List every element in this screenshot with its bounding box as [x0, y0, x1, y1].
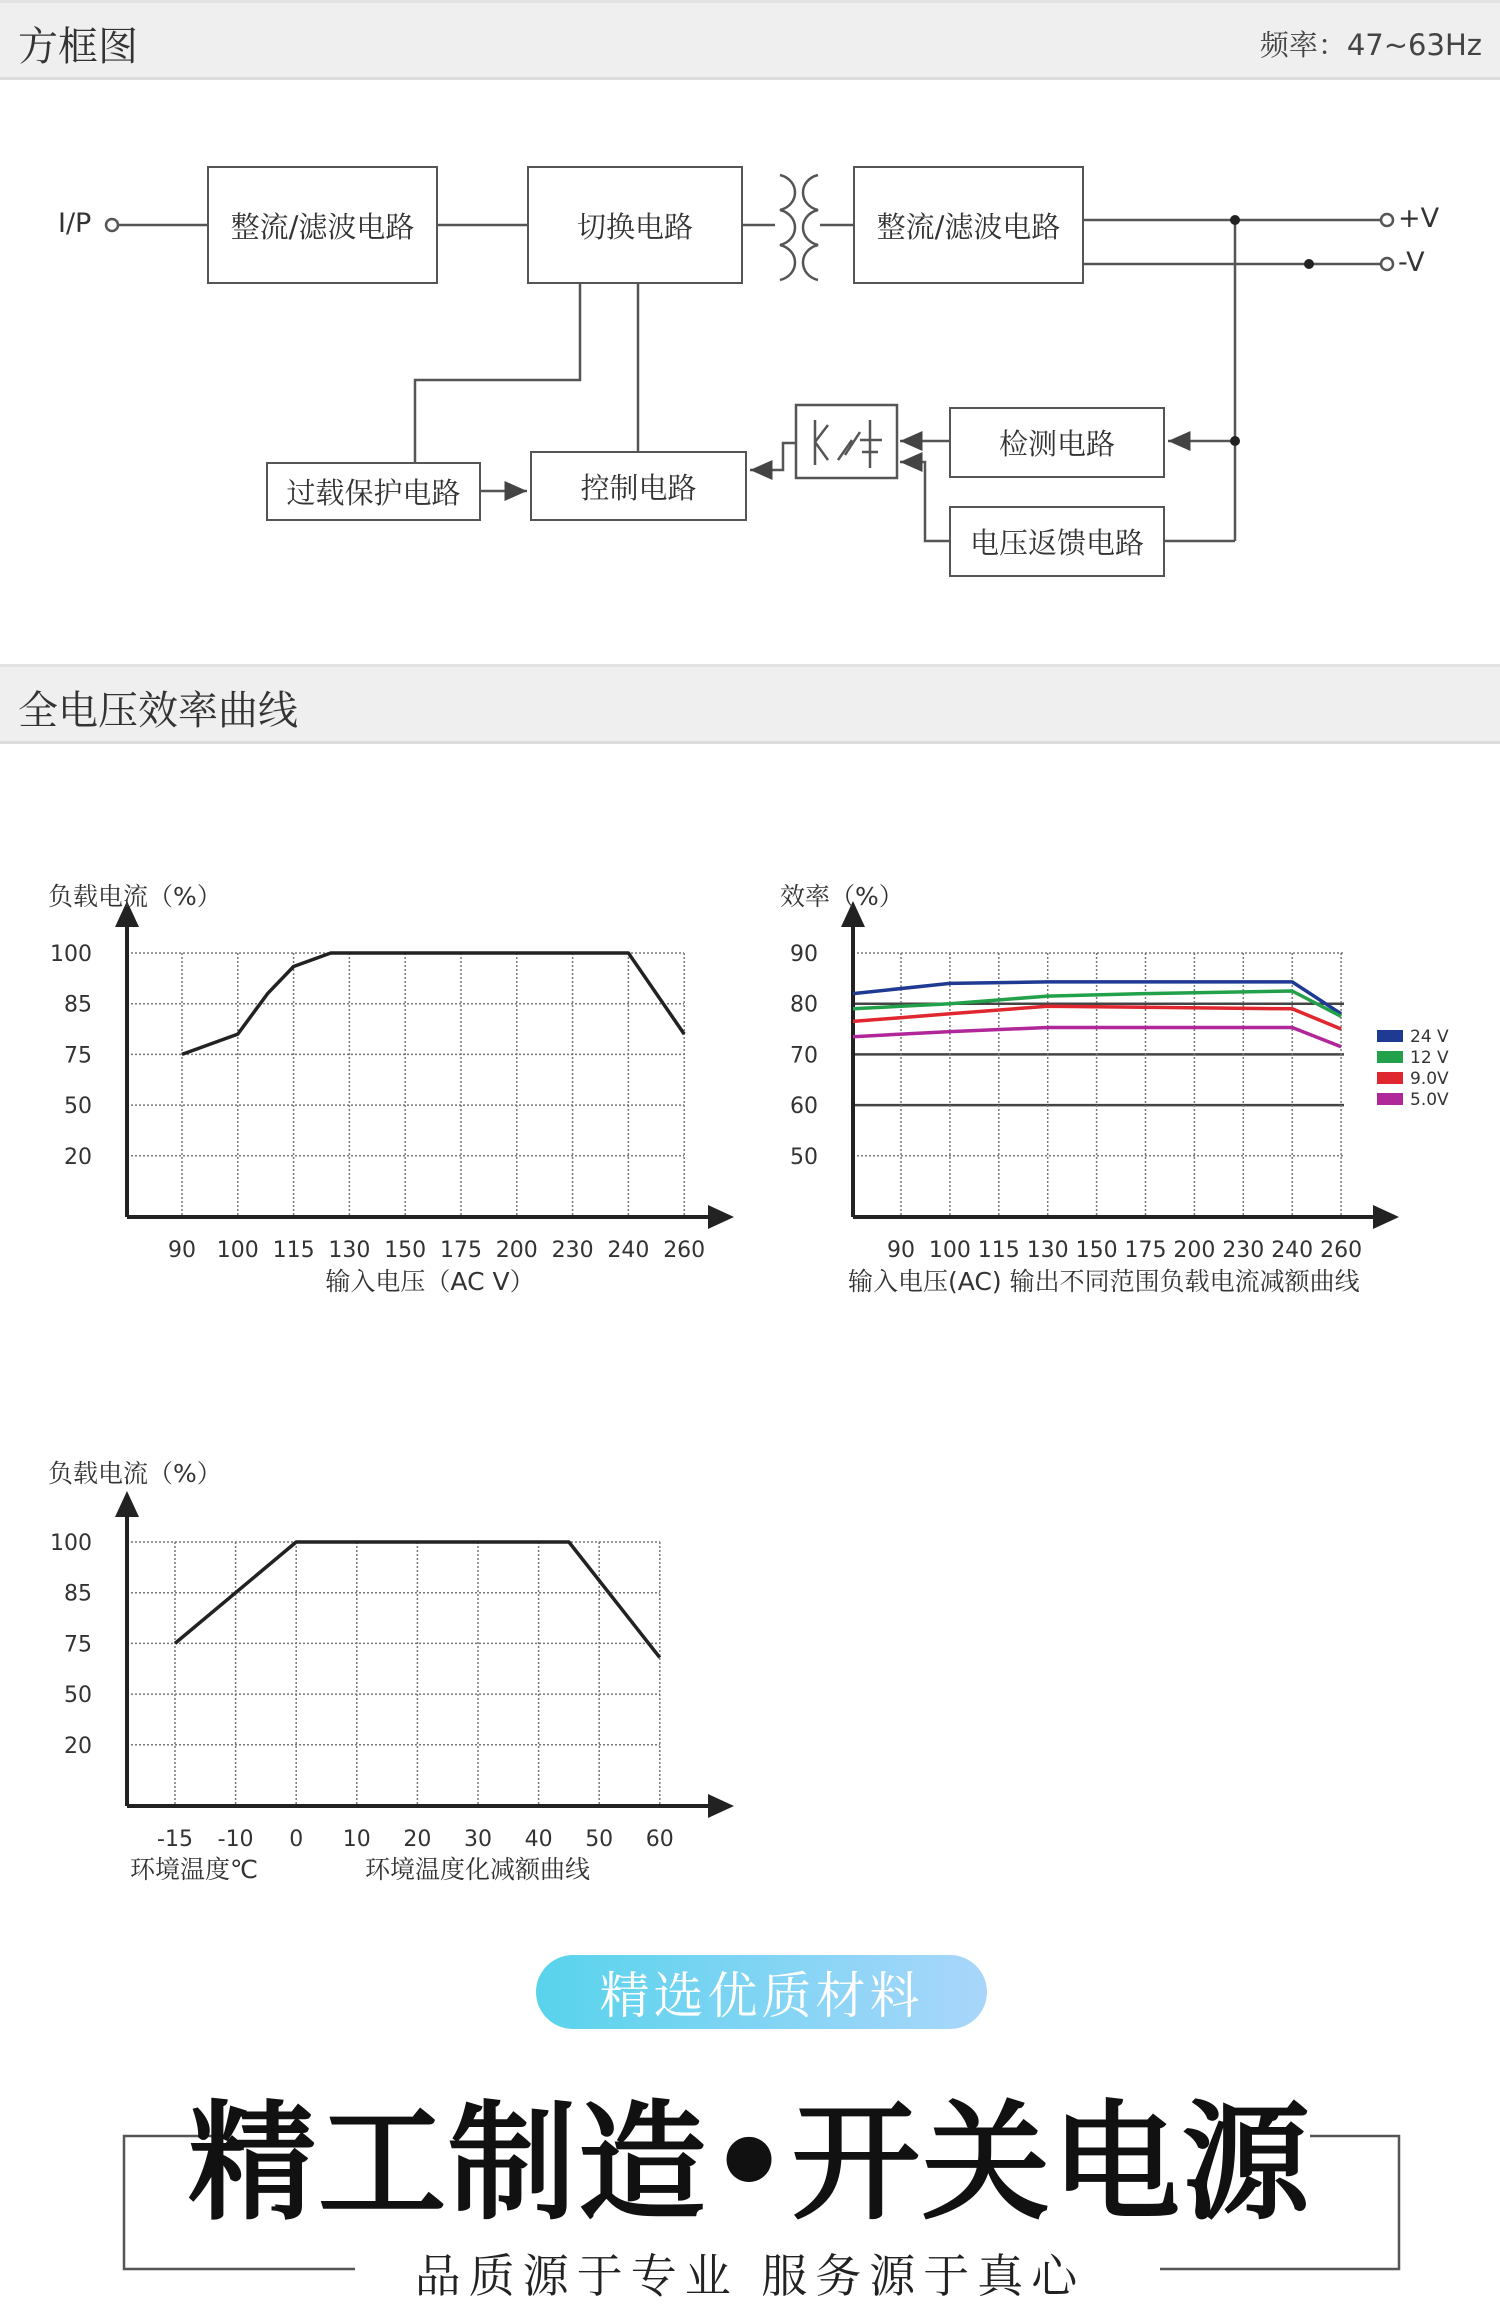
frequency-label: 频率：47~63Hz	[1259, 28, 1482, 62]
x-tick-label: 20	[403, 1827, 432, 1852]
x-tick-label: 100	[928, 1238, 971, 1263]
x-tick-label: 175	[440, 1238, 482, 1263]
y-tick-label: 60	[790, 1094, 818, 1120]
x-tick-label: 30	[464, 1827, 492, 1852]
rectifier-filter-output-block: 整流/滤波电路	[853, 166, 1084, 284]
legend-swatch	[1377, 1030, 1403, 1042]
x-tick-label: 115	[977, 1238, 1020, 1263]
x-tick-label: 130	[1026, 1238, 1069, 1263]
y-tick-label: 20	[64, 1733, 92, 1759]
y-tick-label: 20	[64, 1144, 92, 1170]
x-tick-label: 260	[1320, 1238, 1363, 1263]
legend-label: 24 V	[1410, 1027, 1449, 1047]
detection-circuit-block: 检测电路	[949, 407, 1165, 478]
promo-pill: 精选优质材料	[536, 1955, 987, 2029]
slogan: 品质源于专业 服务源于真心	[414, 2249, 1086, 2303]
legend-swatch	[1377, 1072, 1403, 1084]
legend-swatch	[1377, 1051, 1403, 1063]
x-tick-label: 60	[645, 1827, 674, 1852]
x-axis-label: 输入电压（AC V）	[325, 1267, 535, 1296]
x-tick-label: -10	[217, 1827, 254, 1852]
chart-caption: 环境温度化减额曲线	[365, 1855, 591, 1884]
x-tick-label: 10	[342, 1827, 371, 1852]
input-label: I/P	[58, 208, 92, 239]
y-tick-label: 80	[790, 992, 818, 1018]
overload-protection-block: 过载保护电路	[266, 462, 481, 521]
x-tick-label: 230	[1222, 1238, 1265, 1263]
y-axis-arrow-icon	[115, 1491, 139, 1517]
x-tick-label: -15	[157, 1827, 193, 1852]
headline: 精工制造•开关电源	[188, 2089, 1312, 2238]
x-tick-label: 0	[289, 1827, 304, 1852]
y-tick-label: 50	[64, 1683, 92, 1709]
y-tick-label: 100	[50, 942, 92, 967]
x-tick-label: 200	[1173, 1238, 1216, 1263]
voltage-feedback-block: 电压返馈电路	[949, 506, 1165, 577]
y-tick-label: 70	[790, 1043, 818, 1069]
legend-label: 5.0V	[1410, 1090, 1449, 1110]
x-axis-arrow-icon	[708, 1205, 734, 1229]
x-tick-label: 175	[1124, 1238, 1167, 1263]
x-tick-label: 150	[384, 1238, 427, 1263]
output-negative-label: -V	[1398, 247, 1425, 278]
x-tick-label: 40	[524, 1827, 553, 1852]
x-tick-label: 240	[607, 1238, 650, 1263]
x-axis-arrow-icon	[708, 1794, 734, 1818]
x-tick-label: 100	[216, 1238, 259, 1263]
x-tick-label: 240	[1271, 1238, 1314, 1263]
chart-title: 效率（%）	[780, 882, 904, 911]
x-tick-label: 115	[272, 1238, 315, 1263]
chart-2	[780, 882, 1449, 1296]
x-axis-arrow-icon	[1373, 1205, 1399, 1229]
switching-circuit-block: 切换电路	[527, 166, 743, 284]
section-title: 全电压效率曲线	[18, 688, 298, 734]
x-axis-label: 环境温度℃	[130, 1855, 259, 1884]
y-tick-label: 100	[50, 1531, 92, 1556]
x-tick-label: 50	[585, 1827, 614, 1852]
x-tick-label: 130	[328, 1238, 371, 1263]
y-tick-label: 75	[64, 1632, 92, 1658]
section-title: 方框图	[18, 24, 138, 70]
chart-3	[48, 1459, 734, 1884]
x-tick-label: 260	[663, 1238, 706, 1263]
y-tick-label: 75	[64, 1043, 92, 1069]
x-tick-label: 90	[887, 1238, 915, 1263]
y-tick-label: 90	[790, 942, 818, 967]
chart-title: 负载电流（%）	[48, 1459, 222, 1488]
x-axis-label: 输入电压(AC) 输出不同范围负载电流减额曲线	[848, 1267, 1360, 1296]
y-tick-label: 85	[64, 992, 92, 1018]
x-tick-label: 90	[168, 1238, 196, 1263]
output-positive-label: +V	[1398, 203, 1440, 234]
y-tick-label: 50	[64, 1094, 92, 1120]
x-tick-label: 150	[1075, 1238, 1118, 1263]
control-circuit-block: 控制电路	[530, 451, 747, 521]
legend-label: 12 V	[1410, 1048, 1449, 1068]
legend-label: 9.0V	[1410, 1069, 1449, 1089]
y-tick-label: 85	[64, 1581, 92, 1607]
chart-title: 负载电流（%）	[48, 882, 222, 911]
y-tick-label: 50	[790, 1144, 818, 1170]
rectifier-filter-input-block: 整流/滤波电路	[207, 166, 438, 284]
legend-swatch	[1377, 1093, 1403, 1105]
chart-1	[48, 882, 734, 1296]
x-tick-label: 230	[551, 1238, 594, 1263]
x-tick-label: 200	[495, 1238, 538, 1263]
